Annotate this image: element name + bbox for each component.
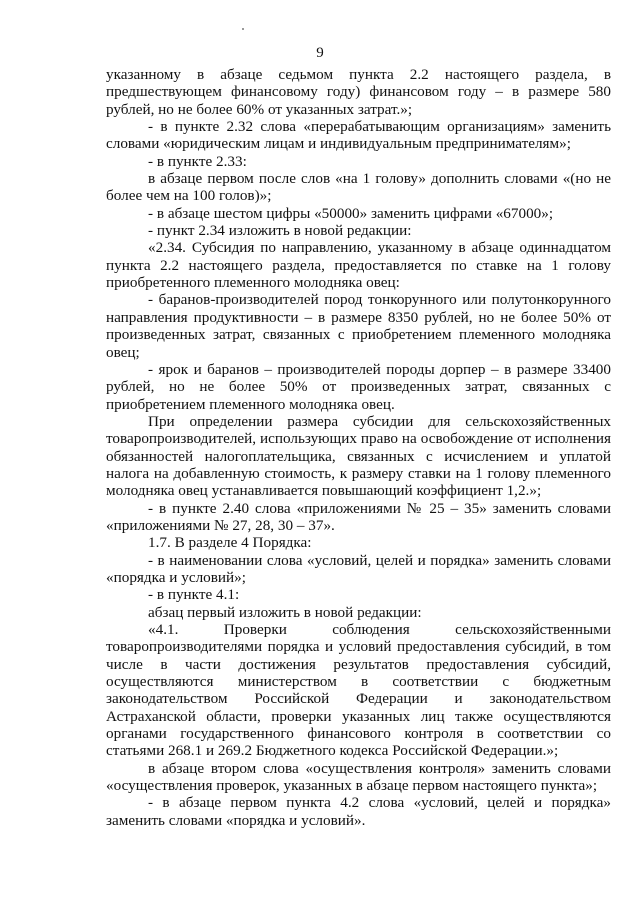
paragraph: - в абзаце шестом цифры «50000» заменить цифрами «67000»;	[148, 204, 554, 222]
scan-dot	[242, 28, 244, 30]
paragraph: - в абзаце первом пункта 4.2 слова «условий, целей и порядка» заменить словами «порядка и условий».	[106, 794, 611, 829]
document-body	[106, 66, 611, 829]
paragraph: - баранов-производителей пород тонкорунного или полутонкорунного направления продуктивности – в размере 8350 рублей, но не более 50% от произведенных затрат, связанных с приобретением племенного молодняка овец;	[106, 291, 611, 361]
paragraph: - в пункте 4.1:	[148, 586, 240, 604]
paragraph: - в пункте 2.33:	[148, 152, 247, 170]
page-number: 9	[316, 45, 324, 61]
paragraph: - в пункте 2.32 слова «перерабатывающим организациям» заменить словами «юридическим лицам и индивидуальным предпринимателям»;	[106, 118, 611, 153]
paragraph: в абзаце первом после слов «на 1 голову» дополнить словами «(но не более чем на 100 голов)»;	[106, 170, 611, 205]
paragraph: «4.1. Проверки соблюдения сельскохозяйственными товаропроизводителями порядка и условий предоставления субсидий, в том числе в части достижения результатов предоставления субсидий, осуществляются министерством в соответствии с бюджетным законодательством Российской Федерации и законодательством Астраханской области, проверки указанных лиц также осуществляются органами государственного финансового контроля в соответствии со статьями 268.1 и 269.2 Бюджетного кодекса Российской Федерации.»;	[106, 621, 611, 760]
paragraph: - пункт 2.34 изложить в новой редакции:	[148, 222, 412, 240]
paragraph: в абзаце втором слова «осуществления контроля» заменить словами «осуществления проверок, указанных в абзаце первом настоящего пункта»;	[106, 759, 611, 795]
paragraph: 1.7. В разделе 4 Порядка:	[148, 534, 312, 552]
paragraph: - в пункте 2.40 слова «приложениями № 25 – 35» заменить словами «приложениями № 27, 28, 30 – 37».	[106, 499, 611, 534]
paragraph: - ярок и баранов – производителей породы дорпер – в размере 33400 рублей, но не более 50% от произведенных затрат, связанных с приобретением племенного молодняка овец.	[106, 360, 611, 413]
paragraph: указанному в абзаце седьмом пункта 2.2 настоящего раздела, в предшествующем финансовому году) финансовом году – в размере 580 рублей, но не более 60% от указанных затрат.»;	[106, 66, 611, 118]
paragraph: абзац первый изложить в новой редакции:	[148, 603, 422, 621]
paragraph: - в наименовании слова «условий, целей и порядка» заменить словами «порядка и условий»;	[106, 551, 611, 586]
paragraph: При определении размера субсидии для сельскохозяйственных товаропроизводителей, использующих право на освобождение от исполнения обязанностей налогоплательщика, связанных с исчислением и уплатой налога на добавленную стоимость, к размеру ставки на 1 голову племенного молодняка овец устанавливается повышающий коэффициент 1,2.»;	[106, 412, 611, 500]
paragraph: «2.34. Субсидия по направлению, указанному в абзаце одиннадцатом пункта 2.2 настоящего раздела, предоставляется по ставке на 1 голову приобретенного племенного молодняка овец:	[106, 239, 611, 292]
